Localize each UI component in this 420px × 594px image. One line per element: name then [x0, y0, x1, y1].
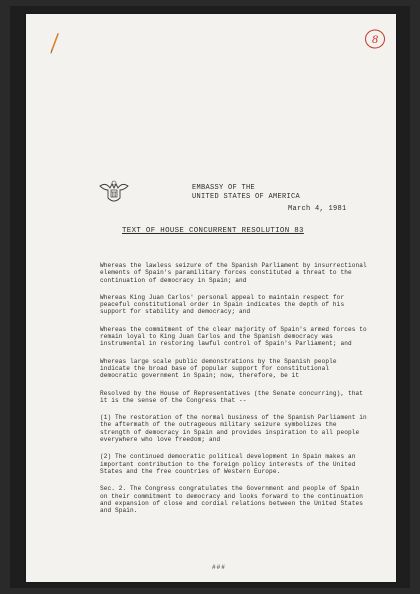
paragraph: Whereas King Juan Carlos' personal appeal to maintain respect for peaceful constitutional order in Spain indicates the depth of his support for stability and democracy; and [100, 293, 345, 316]
embassy-line-2: UNITED STATES OF AMERICA [192, 193, 301, 201]
paragraph: Whereas large scale public demonstrations by the Spanish people indicate the broad base of popular support for constitutional democratic government in Spain; now, therefore, be it [100, 357, 337, 380]
embassy-letterhead [192, 184, 332, 202]
pen-mark-icon [48, 32, 62, 54]
document-date: March 4, 1981 [288, 205, 347, 213]
document-body [100, 262, 370, 524]
paragraph: Whereas the lawless seizure of the Spanish Parliament by insurrectional elements of Spain's paramilitary forces constituted a threat to the continuation of democracy in Spain; and [100, 262, 367, 284]
paragraph: Whereas the commitment of the clear majority of Spain's armed forces to remain loyal to King Juan Carlos and the Spanish democracy was instrumental in restoring lawful control of Spain's Parliament; and [100, 325, 367, 348]
scan-background [10, 6, 410, 588]
page-number-badge [364, 28, 386, 50]
eagle-seal-icon [98, 178, 130, 206]
document-title: TEXT OF HOUSE CONCURRENT RESOLUTION 83 [122, 227, 304, 235]
document-page [26, 14, 396, 582]
paragraph: (1) The restoration of the normal business of the Spanish Parliament in the aftermath of the outrageous military seizure symbolizes the strength of democracy in Spain and provides inspiration to all people everywhere who love freedom; and [100, 414, 367, 444]
page-number: 8 [372, 32, 378, 46]
paragraph: Sec. 2. The Congress congratulates the Government and people of Spain on their commitment to democracy and looks forward to the continuation and expansion of close and cordial relations between the United States and Spain. [100, 485, 363, 515]
paragraph: (2) The continued democratic political development in Spain makes an important contribution to the foreign policy interests of the United States and the free countries of Western Europe. [100, 453, 356, 475]
footer-mark: ### [212, 564, 226, 571]
paragraph: Resolved by the House of Representatives (the Senate concurring), that it is the sense of the Congress that -- [100, 389, 363, 404]
embassy-line-1: EMBASSY OF THE [192, 184, 256, 192]
